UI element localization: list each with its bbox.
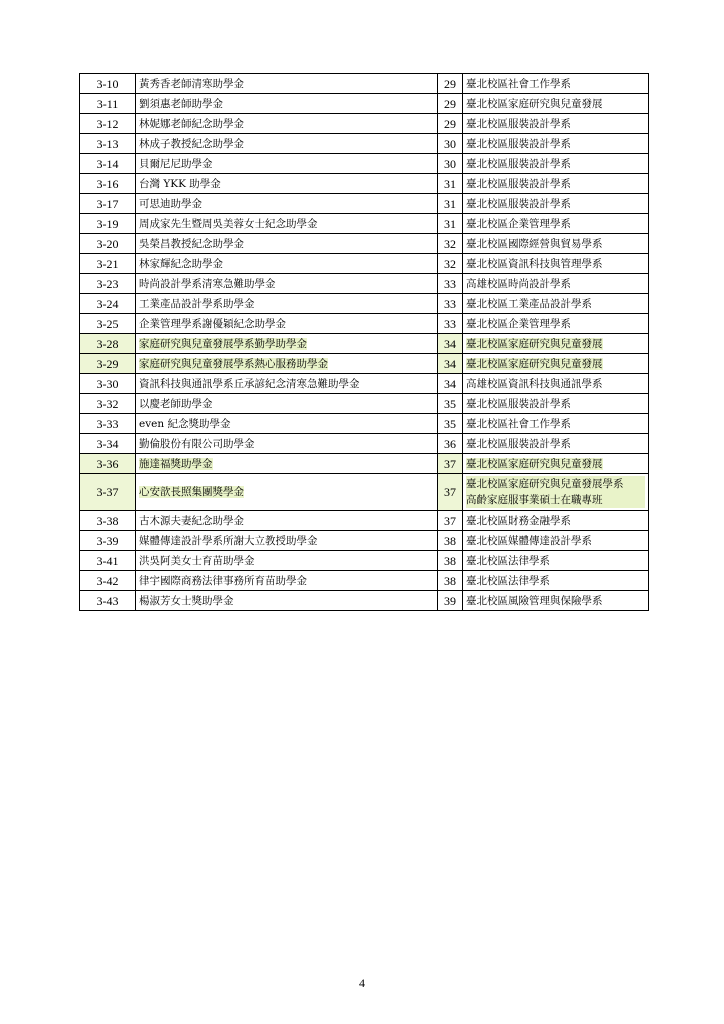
department-cell: [463, 234, 649, 254]
scholarship-name: 周成家先生暨周吳美蓉女士紀念助學金: [139, 217, 318, 230]
department-name: 臺北校區社會工作學系: [466, 417, 571, 430]
department-cell: [463, 294, 649, 314]
scholarship-code: 3-33: [80, 414, 136, 434]
department-name: 臺北校區企業管理學系: [466, 317, 571, 330]
scholarship-name: 以慶老師助學金: [139, 397, 213, 410]
scholarship-page: 32: [438, 234, 463, 254]
page-number: 4: [359, 976, 365, 990]
scholarship-name-cell: [136, 234, 438, 254]
scholarship-name: 吳榮昌教授紀念助學金: [139, 237, 244, 250]
scholarship-name: 貝爾尼尼助學金: [139, 157, 213, 170]
scholarship-name-cell: [136, 114, 438, 134]
department-cell: [463, 334, 649, 354]
department-cell: [463, 154, 649, 174]
scholarship-name-cell: [136, 194, 438, 214]
department-cell: [463, 94, 649, 114]
department-name: 臺北校區工業產品設計學系: [466, 297, 592, 310]
scholarship-name: even 紀念獎助學金: [139, 417, 231, 430]
department-cell: [463, 571, 649, 591]
scholarship-code: 3-21: [80, 254, 136, 274]
scholarship-page: 38: [438, 531, 463, 551]
department-name: 臺北校區家庭研究與兒童發展: [466, 337, 603, 350]
scholarship-name-cell: [136, 434, 438, 454]
scholarship-name-cell: [136, 174, 438, 194]
department-name: 臺北校區法律學系: [466, 554, 550, 567]
department-name: 臺北校區家庭研究與兒童發展: [466, 97, 603, 110]
scholarship-code: 3-36: [80, 454, 136, 474]
scholarship-name-cell: [136, 214, 438, 234]
department-name: 高雄校區時尚設計學系: [466, 277, 571, 290]
department-cell: [463, 454, 649, 474]
table-row: [80, 474, 649, 511]
scholarship-code: 3-20: [80, 234, 136, 254]
table-row: [80, 354, 649, 374]
table-row: [80, 374, 649, 394]
scholarship-name: 林成子教授紀念助學金: [139, 137, 244, 150]
scholarship-code: 3-42: [80, 571, 136, 591]
table-row: [80, 394, 649, 414]
table-row: [80, 194, 649, 214]
department-name: 臺北校區服裝設計學系: [466, 197, 571, 210]
department-name: 臺北校區家庭研究與兒童發展: [466, 357, 603, 370]
scholarship-name: 資訊科技與通訊學系丘承諺紀念清寒急難助學金: [139, 377, 360, 390]
table-row: [80, 134, 649, 154]
department-name: 臺北校區家庭研究與兒童發展學系: [466, 476, 645, 492]
scholarship-code: 3-14: [80, 154, 136, 174]
scholarship-code: 3-10: [80, 74, 136, 94]
scholarship-name-cell: [136, 94, 438, 114]
scholarship-name-cell: [136, 474, 438, 511]
scholarship-name-cell: [136, 414, 438, 434]
scholarship-code: 3-30: [80, 374, 136, 394]
scholarship-page: 39: [438, 591, 463, 611]
scholarship-page: 34: [438, 374, 463, 394]
department-name: 臺北校區國際經營與貿易學系: [466, 237, 603, 250]
scholarship-name-cell: [136, 571, 438, 591]
scholarship-page: 38: [438, 551, 463, 571]
scholarship-code: 3-19: [80, 214, 136, 234]
department-cell: [463, 474, 649, 511]
scholarship-name: 勤倫股份有限公司助學金: [139, 437, 255, 450]
scholarship-page: 29: [438, 114, 463, 134]
scholarship-name: 企業管理學系謝優穎紀念助學金: [139, 317, 286, 330]
scholarship-table: [79, 73, 649, 611]
department-name: 臺北校區家庭研究與兒童發展: [466, 457, 603, 470]
scholarship-code: 3-37: [80, 474, 136, 511]
department-cell: [463, 254, 649, 274]
table-row: [80, 114, 649, 134]
scholarship-table-body: [80, 74, 649, 611]
scholarship-name-cell: [136, 274, 438, 294]
department-name: 臺北校區媒體傳達設計學系: [466, 534, 592, 547]
department-cell: [463, 414, 649, 434]
scholarship-name-cell: [136, 154, 438, 174]
scholarship-name-cell: [136, 394, 438, 414]
department-cell: [463, 314, 649, 334]
scholarship-page: 33: [438, 274, 463, 294]
department-name: 臺北校區財務金融學系: [466, 514, 571, 527]
scholarship-code: 3-11: [80, 94, 136, 114]
department-name: 臺北校區企業管理學系: [466, 217, 571, 230]
table-row: [80, 294, 649, 314]
department-cell: [463, 74, 649, 94]
table-row: [80, 511, 649, 531]
department-cell: [463, 174, 649, 194]
scholarship-name-cell: [136, 374, 438, 394]
department-cell: [463, 531, 649, 551]
scholarship-page: 33: [438, 314, 463, 334]
scholarship-name-cell: [136, 254, 438, 274]
scholarship-code: 3-25: [80, 314, 136, 334]
scholarship-name-cell: [136, 511, 438, 531]
scholarship-name-cell: [136, 74, 438, 94]
department-name: 臺北校區服裝設計學系: [466, 157, 571, 170]
scholarship-name: 心安歆長照集團獎學金: [139, 486, 244, 498]
scholarship-name-cell: [136, 294, 438, 314]
department-name: 臺北校區資訊科技與管理學系: [466, 257, 603, 270]
scholarship-name: 洪吳阿美女士育苗助學金: [139, 554, 255, 567]
scholarship-page: 37: [438, 511, 463, 531]
table-row: [80, 414, 649, 434]
table-row: [80, 591, 649, 611]
department-cell: [463, 134, 649, 154]
scholarship-page: 31: [438, 214, 463, 234]
department-cell: [463, 511, 649, 531]
scholarship-page: 35: [438, 414, 463, 434]
scholarship-code: 3-16: [80, 174, 136, 194]
scholarship-page: 31: [438, 174, 463, 194]
department-name: 臺北校區服裝設計學系: [466, 437, 571, 450]
scholarship-name: 古木源夫妻紀念助學金: [139, 514, 244, 527]
scholarship-page: 30: [438, 154, 463, 174]
department-name: 臺北校區服裝設計學系: [466, 117, 571, 130]
table-row: [80, 551, 649, 571]
scholarship-page: 38: [438, 571, 463, 591]
department-cell: [463, 214, 649, 234]
scholarship-name-cell: [136, 354, 438, 374]
department-name: 臺北校區服裝設計學系: [466, 177, 571, 190]
scholarship-page: 37: [438, 454, 463, 474]
table-row: [80, 434, 649, 454]
scholarship-code: 3-39: [80, 531, 136, 551]
department-cell: [463, 591, 649, 611]
table-row: [80, 334, 649, 354]
scholarship-name: 家庭研究與兒童發展學系熱心服務助學金: [139, 357, 328, 370]
scholarship-page: 34: [438, 354, 463, 374]
scholarship-name: 律宇國際商務法律事務所育苗助學金: [139, 574, 307, 587]
scholarship-name-cell: [136, 134, 438, 154]
department-cell: [463, 434, 649, 454]
scholarship-name: 林妮娜老師紀念助學金: [139, 117, 244, 130]
scholarship-code: 3-43: [80, 591, 136, 611]
scholarship-code: 3-29: [80, 354, 136, 374]
scholarship-page: 31: [438, 194, 463, 214]
department-cell: [463, 354, 649, 374]
scholarship-code: 3-32: [80, 394, 136, 414]
department-cell: [463, 394, 649, 414]
scholarship-code: 3-38: [80, 511, 136, 531]
table-row: [80, 314, 649, 334]
scholarship-code: 3-28: [80, 334, 136, 354]
department-name: 臺北校區服裝設計學系: [466, 137, 571, 150]
scholarship-code: 3-13: [80, 134, 136, 154]
table-row: [80, 571, 649, 591]
scholarship-name: 林家輝紀念助學金: [139, 257, 223, 270]
scholarship-name: 施達福獎助學金: [139, 457, 213, 470]
table-row: [80, 254, 649, 274]
scholarship-page: 30: [438, 134, 463, 154]
scholarship-page: 29: [438, 74, 463, 94]
scholarship-code: 3-12: [80, 114, 136, 134]
department-cell: [463, 274, 649, 294]
scholarship-page: 33: [438, 294, 463, 314]
scholarship-name: 劉須惠老師助學金: [139, 97, 223, 110]
department-cell: [463, 114, 649, 134]
scholarship-name-cell: [136, 334, 438, 354]
department-cell: [463, 551, 649, 571]
scholarship-name: 可思迪助學金: [139, 197, 202, 210]
department-cell: [463, 374, 649, 394]
scholarship-code: 3-34: [80, 434, 136, 454]
scholarship-page: 32: [438, 254, 463, 274]
table-row: [80, 154, 649, 174]
scholarship-name: 家庭研究與兒童發展學系勤學助學金: [139, 337, 307, 350]
scholarship-name: 時尚設計學系清寒急難助學金: [139, 277, 276, 290]
department-name: 臺北校區風險管理與保險學系: [466, 594, 603, 607]
table-row: [80, 454, 649, 474]
scholarship-page: 36: [438, 434, 463, 454]
scholarship-name: 黃秀香老師清寒助學金: [139, 77, 244, 90]
scholarship-name: 台灣 YKK 助學金: [139, 177, 221, 190]
scholarship-page: 29: [438, 94, 463, 114]
table-row: [80, 214, 649, 234]
scholarship-page: 35: [438, 394, 463, 414]
department-name: 臺北校區社會工作學系: [466, 77, 571, 90]
table-row: [80, 531, 649, 551]
scholarship-page: 37: [438, 474, 463, 511]
department-name: 臺北校區服裝設計學系: [466, 397, 571, 410]
scholarship-code: 3-41: [80, 551, 136, 571]
table-row: [80, 94, 649, 114]
scholarship-name-cell: [136, 454, 438, 474]
scholarship-name-cell: [136, 551, 438, 571]
scholarship-code: 3-24: [80, 294, 136, 314]
scholarship-name-cell: [136, 591, 438, 611]
scholarship-name: 媒體傳達設計學系所謝大立教授助學金: [139, 534, 318, 547]
scholarship-code: 3-23: [80, 274, 136, 294]
scholarship-name: 工業產品設計學系助學金: [139, 297, 255, 310]
table-row: [80, 174, 649, 194]
scholarship-page: 34: [438, 334, 463, 354]
department-name: 臺北校區法律學系: [466, 574, 550, 587]
scholarship-code: 3-17: [80, 194, 136, 214]
department-name: 高雄校區資訊科技與通訊學系: [466, 377, 603, 390]
table-row: [80, 74, 649, 94]
table-row: [80, 274, 649, 294]
table-row: [80, 234, 649, 254]
department-cell: [463, 194, 649, 214]
scholarship-name: 楊淑芳女士獎助學金: [139, 594, 234, 607]
scholarship-name-cell: [136, 314, 438, 334]
scholarship-name-cell: [136, 531, 438, 551]
department-name: 高齡家庭服事業碩士在職專班: [466, 492, 645, 508]
